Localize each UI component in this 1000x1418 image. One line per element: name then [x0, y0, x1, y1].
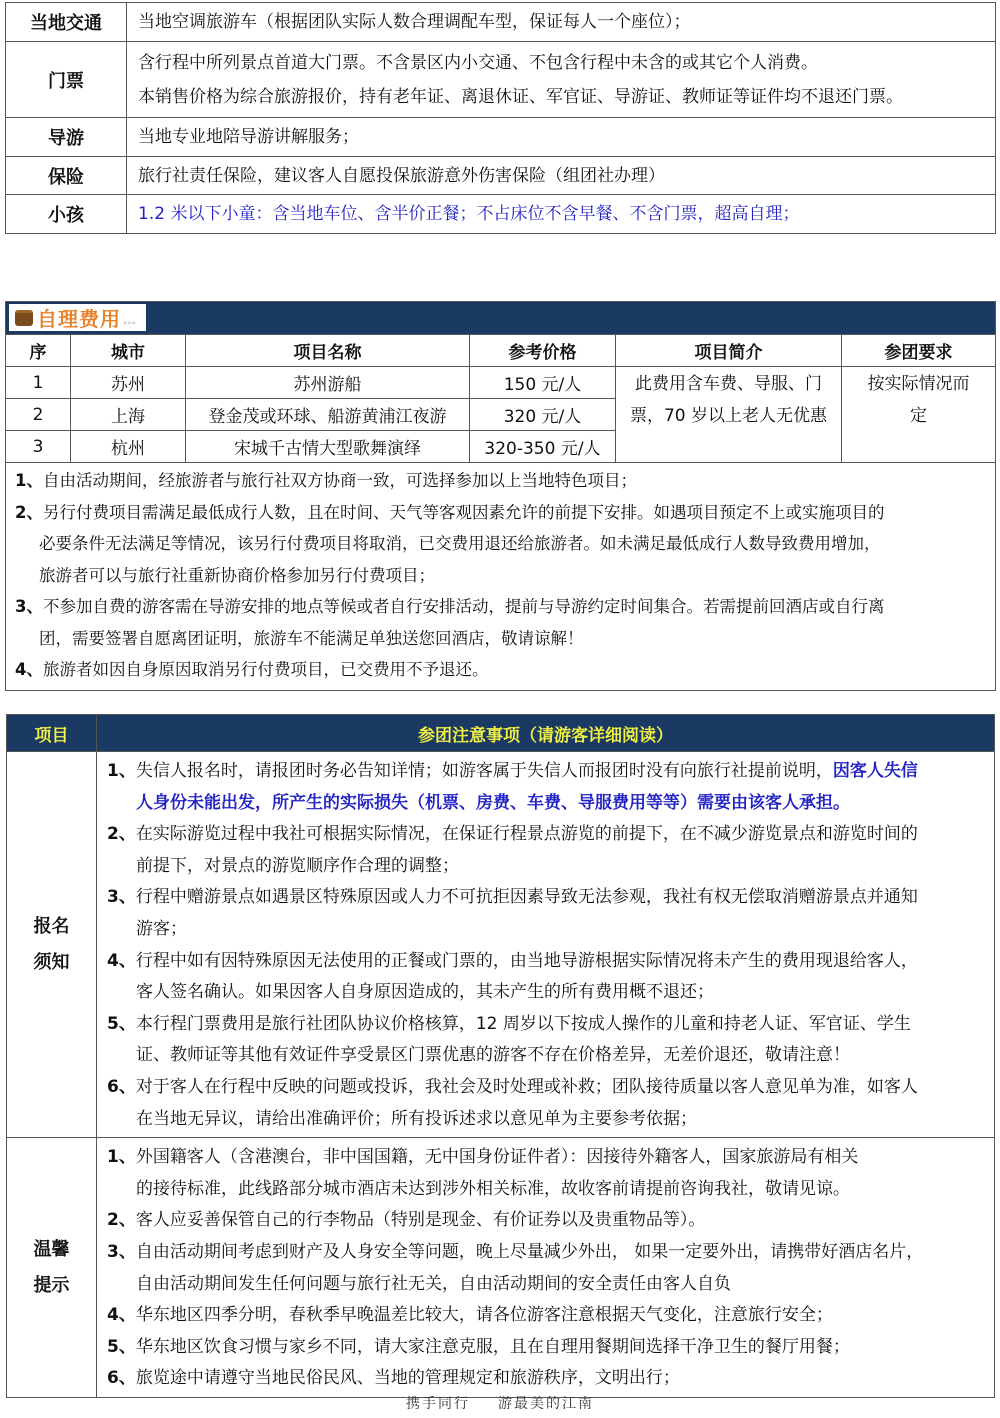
col-header-notice: 参团注意事项（请游客详细阅读）	[97, 715, 995, 752]
cell-price: 150 元/人	[470, 367, 616, 399]
item-text: 前提下，对景点的游览顺序作合理的调整；	[136, 855, 459, 876]
col-header-item: 项目	[7, 715, 97, 752]
item-number: 3、	[107, 1241, 136, 1262]
item-text: 在当地无异议，请给出准确评价；所有投诉述求以意见单为主要参考依据；	[136, 1108, 697, 1129]
item-number: 3、	[107, 887, 136, 908]
note-item	[15, 497, 995, 529]
item-number: 4、	[107, 950, 136, 971]
label-line: 温馨	[33, 1238, 70, 1260]
item-number: 2、	[107, 824, 136, 845]
text-line: 当地专业地陪导游讲解服务；	[138, 127, 359, 147]
text-line: 当地空调旅游车（根据团队实际人数合理调配车型，保证每人一个座位）；	[138, 12, 691, 32]
footer-slogan	[0, 1393, 1000, 1413]
item-number: 1、	[107, 761, 136, 781]
note-text: 旅游者可以与旅行社重新协商价格参加另行付费项目；	[39, 565, 435, 585]
label-line: 报名	[33, 915, 70, 937]
footer-left: 携手同行	[406, 1396, 470, 1412]
note-text: 自由活动期间，经旅游者与旅行社双方协商一致，可选择参加以上当地特色项目；	[42, 471, 637, 490]
chevrons-icon: »»»	[123, 319, 136, 327]
item-number: 5、	[107, 1336, 136, 1357]
row-label-tips	[7, 1138, 97, 1398]
label-line: 提示	[33, 1274, 70, 1296]
self-pay-badge	[9, 304, 146, 331]
text-line: 按实际情况而	[867, 374, 970, 394]
row-label-signup	[7, 752, 97, 1138]
self-pay-notes	[5, 463, 996, 691]
cell-price: 320-350 元/人	[470, 431, 616, 463]
text-line: 票，70 岁以上老人无优惠	[629, 406, 828, 426]
cell-intro	[616, 367, 842, 463]
notice-item	[107, 1205, 994, 1237]
cell-price: 320 元/人	[470, 399, 616, 431]
item-text: 外国籍客人（含港澳台，非中国国籍，无中国身份证件者）：因接待外籍客人，国家旅游局有相关	[135, 1147, 859, 1168]
item-text: 华东地区四季分明，春秋季早晚温差比较大，请各位游客注意根据天气变化，注意旅行安全；	[135, 1305, 833, 1326]
notice-item	[107, 1142, 994, 1174]
self-pay-section	[5, 301, 996, 691]
row-value-children	[127, 195, 996, 234]
item-text: 旅览途中请遵守当地民俗民风、当地的管理规定和旅游秩序，文明出行；	[135, 1368, 680, 1389]
cell-city: 上海	[71, 399, 186, 431]
cell-no: 2	[6, 399, 71, 431]
cell-no: 3	[6, 431, 71, 463]
text-line: 含行程中所列景点首道大门票。不含景区内小交通、不包含行程中未含的或其它个人消费。	[138, 52, 818, 73]
item-text: 证、教师证等其他有效证件享受景区门票优惠的游客不存在价格差异，无差价退还，敬请注意！	[136, 1045, 850, 1066]
notice-item	[107, 1237, 994, 1269]
row-value-insurance	[127, 157, 996, 195]
item-text: 失信人报名时，请报团时务必告知详情；如游客属于失信人而报团时没有向旅行社提前说明，	[135, 761, 833, 781]
item-text: 行程中赠游景点如遇景区特殊原因或人力不可抗拒因素导致无法参观，我社有权无偿取消赠游景点并通知	[135, 887, 918, 908]
note-number: 4、	[15, 660, 43, 679]
row-value-transport	[127, 3, 996, 42]
item-number: 2、	[107, 1210, 136, 1231]
signup-items	[97, 752, 995, 1138]
item-text: 行程中如有因特殊原因无法使用的正餐或门票的，由当地导游根据实际情况将未产生的费用现退给客人，	[135, 950, 918, 971]
notice-item	[107, 1363, 994, 1395]
tips-items	[97, 1138, 995, 1398]
row-label-transport: 当地交通	[6, 3, 127, 42]
cell-city: 杭州	[71, 431, 186, 463]
cell-no: 1	[6, 367, 71, 399]
notice-item	[107, 882, 994, 914]
col-header-requirement: 参团要求	[842, 335, 996, 367]
wallet-icon	[15, 310, 33, 326]
item-text: 华东地区饮食习惯与家乡不同，请大家注意克服，且在自理用餐期间选择干净卫生的餐厅用餐；	[135, 1336, 850, 1357]
cell-name: 登金茂或环球、船游黄浦江夜游	[186, 399, 470, 431]
text-line: 旅行社责任保险，建议客人自愿投保旅游意外伤害保险（组团社办理）	[138, 165, 665, 186]
note-item	[15, 465, 995, 497]
footer-right: 游最美的江南	[498, 1396, 594, 1412]
item-text: 自由活动期间发生任何问题与旅行社无关，自由活动期间的安全责任由客人自负	[136, 1273, 731, 1294]
note-text: 团，需要签署自愿离团证明，旅游车不能满足单独送您回酒店，敬请谅解！	[39, 628, 584, 648]
label-line: 须知	[33, 951, 70, 973]
table-row	[7, 752, 995, 1138]
self-pay-header-bar	[5, 301, 996, 334]
row-value-tickets	[127, 42, 996, 118]
item-text: 本行程门票费用是旅行社团队协议价格核算，12 周岁以下按成人操作的儿童和持老人证、军官证、学生	[135, 1013, 911, 1034]
text-line: 此费用含车费、导服、门	[635, 374, 822, 394]
note-number: 2、	[15, 502, 43, 522]
notice-item	[107, 819, 994, 851]
cell-requirement	[842, 367, 996, 463]
note-item	[15, 591, 995, 623]
note-item	[15, 654, 995, 686]
row-label-tickets: 门票	[6, 42, 127, 118]
row-value-guide	[127, 118, 996, 157]
table-row	[6, 118, 996, 157]
text-line: 定	[910, 406, 927, 426]
text-line: 本销售价格为综合旅游报价，持有老年证、离退休证、军官证、导游证、教师证等证件均不退还门票。	[138, 86, 903, 107]
item-number: 6、	[107, 1076, 136, 1097]
col-header-city: 城市	[71, 335, 186, 367]
self-pay-table	[5, 334, 996, 463]
notice-item	[107, 1332, 994, 1364]
text-line: 1.2 米以下小童：含当地车位、含半价正餐；不占床位不含早餐、不含门票，超高自理；	[138, 204, 800, 224]
table-header-row	[6, 335, 996, 367]
row-label-children: 小孩	[6, 195, 127, 234]
notice-item	[107, 946, 994, 978]
cell-name: 苏州游船	[186, 367, 470, 399]
item-text: 游客；	[136, 918, 187, 939]
item-text: 客人应妥善保管自己的行李物品（特别是现金、有价证券以及贵重物品等）。	[135, 1210, 706, 1231]
item-text-highlight: 因客人失信	[832, 761, 918, 781]
table-row	[6, 367, 996, 399]
col-header-name: 项目名称	[186, 335, 470, 367]
item-text: 对于客人在行程中反映的问题或投诉，我社会及时处理或补救；团队接待质量以客人意见单为准，如客人	[135, 1076, 918, 1097]
col-header-no: 序	[6, 335, 71, 367]
row-label-insurance: 保险	[6, 157, 127, 195]
notice-item	[107, 1300, 994, 1332]
note-text: 必要条件无法满足等情况，该另行付费项目将取消，已交费用退还给旅游者。如未满足最低成行人数导致费用增加，	[39, 534, 881, 553]
col-header-price: 参考价格	[470, 335, 616, 367]
item-text: 客人签名确认。如果因客人自身原因造成的，其未产生的所有费用概不退还；	[136, 982, 714, 1003]
note-number: 1、	[15, 471, 43, 490]
note-text: 不参加自费的游客需在导游安排的地点等候或者自行安排活动，提前与导游约定时间集合。若需提前回酒店或自行离	[42, 597, 885, 616]
item-text-highlight: 人身份未能出发，所产生的实际损失（机票、房费、车费、导服费用等等）需要由该客人承担。	[136, 792, 850, 813]
notice-table	[6, 714, 995, 1398]
row-label-guide: 导游	[6, 118, 127, 157]
self-pay-title: 自理费用	[37, 307, 121, 331]
table-row	[6, 3, 996, 42]
cell-city: 苏州	[71, 367, 186, 399]
item-number: 5、	[107, 1013, 136, 1034]
item-text: 自由活动期间考虑到财产及人身安全等问题，晚上尽量减少外出， 如果一定要外出，请携带好酒店名片，	[135, 1241, 924, 1262]
item-text: 的接待标准，此线路部分城市酒店未达到涉外相关标准，故收客前请提前咨询我社，敬请见谅。	[136, 1178, 850, 1199]
item-number: 4、	[107, 1305, 136, 1326]
cell-name: 宋城千古情大型歌舞演绎	[186, 431, 470, 463]
item-number: 6、	[107, 1368, 136, 1389]
note-text: 旅游者如因自身原因取消另行付费项目，已交费用不予退还。	[42, 660, 489, 679]
services-table	[5, 2, 996, 234]
note-number: 3、	[15, 597, 43, 616]
note-text: 另行付费项目需满足最低成行人数，且在时间、天气等客观因素允许的前提下安排。如遇项目预定不上或实施项目的	[42, 502, 885, 522]
item-text: 在实际游览过程中我社可根据实际情况，在保证行程景点游览的前提下，在不减少游览景点和游览时间的	[135, 824, 918, 845]
table-row	[6, 195, 996, 234]
col-header-intro: 项目简介	[616, 335, 842, 367]
table-row	[6, 42, 996, 118]
table-row	[7, 1138, 995, 1398]
notice-item	[107, 1009, 994, 1041]
table-row	[6, 157, 996, 195]
notice-item	[107, 1072, 994, 1104]
notice-item	[107, 756, 994, 788]
table-header-row	[7, 715, 995, 752]
item-number: 1、	[107, 1147, 136, 1168]
